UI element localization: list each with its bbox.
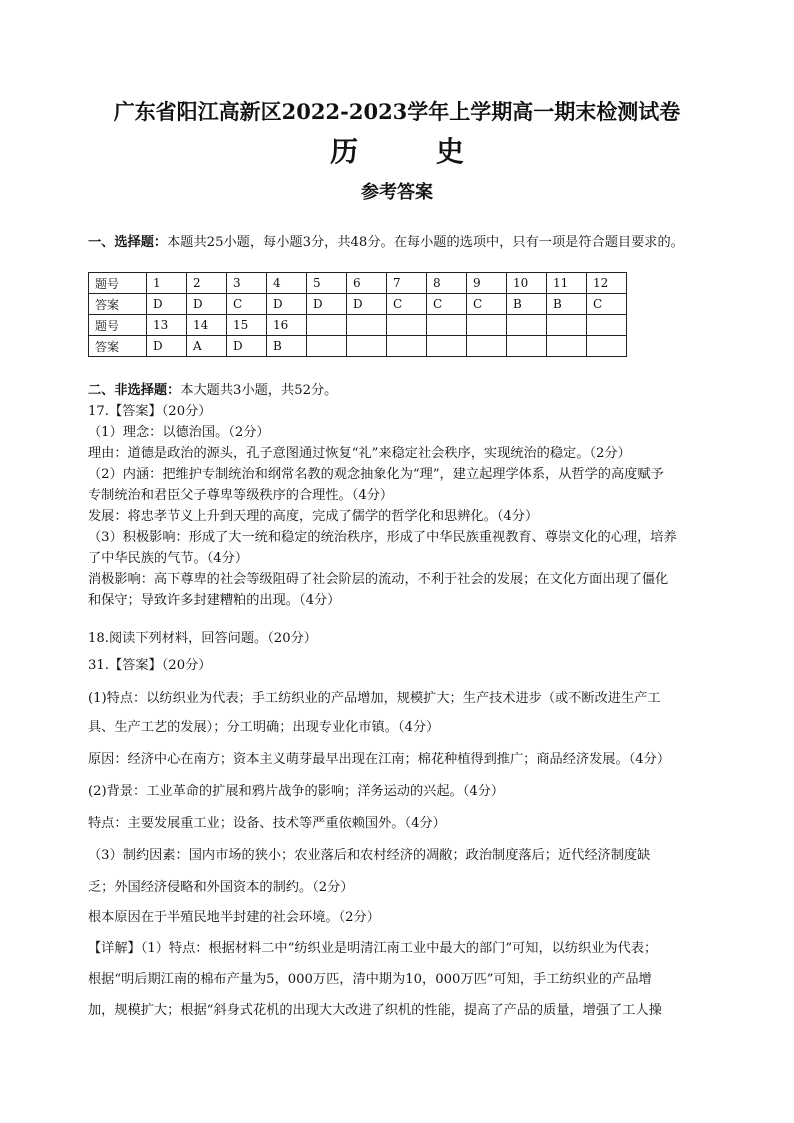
table-cell: A <box>187 336 227 357</box>
table-cell: 2 <box>187 273 227 294</box>
table-cell: 12 <box>587 273 627 294</box>
section2-text: 本大题共3小题，共52分。 <box>180 383 338 398</box>
table-cell <box>387 336 427 357</box>
text-line: 31.【答案】（20分） <box>88 658 212 673</box>
text-line: （3）积极影响：形成了大一统和稳定的统治秩序，形成了中华民族重视教育、尊崇文化的心理，培养 <box>88 530 677 545</box>
exam-title: 广东省阳江高新区2022-2023学年上学期高一期末检测试卷 <box>113 99 681 124</box>
table-cell: D <box>347 294 387 315</box>
table-cell <box>347 315 387 336</box>
text-line: (1)特点：以纺织业为代表；手工纺织业的产品增加，规模扩大；生产技术进步（或不断改进生产工 <box>88 691 661 706</box>
answers-heading: 参考答案 <box>361 182 433 203</box>
table-cell <box>307 336 347 357</box>
table-cell: B <box>547 294 587 315</box>
text-line: （2）内涵：把维护专制统治和纲常名教的观念抽象化为“理”，建立起理学体系，从哲学的高度赋予 <box>88 467 664 482</box>
table-cell <box>587 315 627 336</box>
text-line: (2)背景：工业革命的扩展和鸦片战争的影响；洋务运动的兴起。（4分） <box>88 784 505 799</box>
text-line: （1）理念：以德治国。（2分） <box>88 425 270 440</box>
row-label: 答案 <box>89 336 147 357</box>
table-cell: 10 <box>507 273 547 294</box>
table-cell: B <box>507 294 547 315</box>
table-cell: 16 <box>267 315 307 336</box>
subject-title: 历 史 <box>330 135 498 168</box>
table-cell: 6 <box>347 273 387 294</box>
text-line: 17.【答案】（20分） <box>88 404 212 419</box>
text-line: 消极影响：高下尊卑的社会等级阻碍了社会阶层的流动，不利于社会的发展；在文化方面出现了僵化 <box>88 572 669 587</box>
table-cell: 1 <box>147 273 187 294</box>
table-cell <box>547 336 587 357</box>
text-line: 特点：主要发展重工业；设备、技术等严重依赖国外。（4分） <box>88 816 446 831</box>
text-line: 具、生产工艺的发展）；分工明确；出现专业化市镇。（4分） <box>88 720 440 735</box>
table-cell: D <box>147 294 187 315</box>
text-line: 根本原因在于半殖民地半封建的社会环境。（2分） <box>88 910 380 925</box>
text-line: 发展：将忠孝节义上升到天理的高度，完成了儒学的哲学化和思辨化。（4分） <box>88 509 539 524</box>
table-cell <box>427 336 467 357</box>
text-line: （3）制约因素：国内市场的狭小；农业落后和农村经济的凋敝；政治制度落后；近代经济制度缺 <box>88 848 651 863</box>
table-cell <box>587 336 627 357</box>
table-cell: C <box>227 294 267 315</box>
table-cell: D <box>307 294 347 315</box>
table-cell: C <box>467 294 507 315</box>
section1-label: 一、选择题： <box>88 235 168 250</box>
table-cell: B <box>267 336 307 357</box>
table-cell <box>467 336 507 357</box>
table-cell: D <box>267 294 307 315</box>
table-cell <box>507 315 547 336</box>
table-cell: 4 <box>267 273 307 294</box>
table-cell <box>347 336 387 357</box>
table-cell: D <box>227 336 267 357</box>
table-cell: D <box>187 294 227 315</box>
text-line: 18.阅读下列材料，回答问题。（20分） <box>88 631 317 646</box>
table-cell <box>467 315 507 336</box>
text-line: 加，规模扩大；根据“斜身式花机的出现大大改进了织机的性能，提高了产品的质量，增强了工人操 <box>88 1003 662 1018</box>
table-row <box>89 294 627 315</box>
table-cell: 9 <box>467 273 507 294</box>
text-line: 和保守；导致许多封建糟粕的出现。（4分） <box>88 593 341 608</box>
text-line: 乏；外国经济侵略和外国资本的制约。（2分） <box>88 880 354 895</box>
table-cell <box>427 315 467 336</box>
table-cell <box>387 315 427 336</box>
text-line: 根据“明后期江南的棉布产量为5，000万匹，清中期为10，000万匹”可知，手工纺织业的产品增 <box>88 972 652 987</box>
text-line: 了中华民族的气节。（4分） <box>88 551 249 566</box>
section1-intro <box>88 232 714 253</box>
section2-label: 二、非选择题： <box>88 383 181 398</box>
answer-table <box>88 272 627 357</box>
table-cell: 11 <box>547 273 587 294</box>
row-label: 题号 <box>89 315 147 336</box>
table-cell: C <box>387 294 427 315</box>
text-line: 专制统治和君臣父子尊卑等级秩序的合理性。（4分） <box>88 488 394 503</box>
table-cell: 14 <box>187 315 227 336</box>
row-label: 题号 <box>89 273 147 294</box>
table-cell: C <box>427 294 467 315</box>
table-cell: 5 <box>307 273 347 294</box>
table-row <box>89 336 627 357</box>
table-cell <box>547 315 587 336</box>
table-cell: 3 <box>227 273 267 294</box>
section1-text: 本题共25小题，每小题3分，共48分。在每小题的选项中，只有一项是符合题目要求的。 <box>167 235 684 250</box>
table-row <box>89 315 627 336</box>
table-cell: D <box>147 336 187 357</box>
text-line: 原因：经济中心在南方；资本主义萌芽最早出现在江南；棉花种植得到推广；商品经济发展。（4分） <box>88 752 671 767</box>
text-line: 【详解】（1）特点：根据材料二中“纺织业是明清江南工业中最大的部门”可知，以纺织业为代表； <box>88 941 658 956</box>
table-cell <box>507 336 547 357</box>
table-cell: 15 <box>227 315 267 336</box>
table-cell: 7 <box>387 273 427 294</box>
row-label: 答案 <box>89 294 147 315</box>
table-cell: 8 <box>427 273 467 294</box>
section2-intro <box>88 380 714 401</box>
text-line: 理由：道德是政治的源头，孔子意图通过恢复“礼”来稳定社会秩序，实现统治的稳定。（2分） <box>88 446 631 461</box>
table-cell: C <box>587 294 627 315</box>
table-row <box>89 273 627 294</box>
table-cell <box>307 315 347 336</box>
table-cell: 13 <box>147 315 187 336</box>
